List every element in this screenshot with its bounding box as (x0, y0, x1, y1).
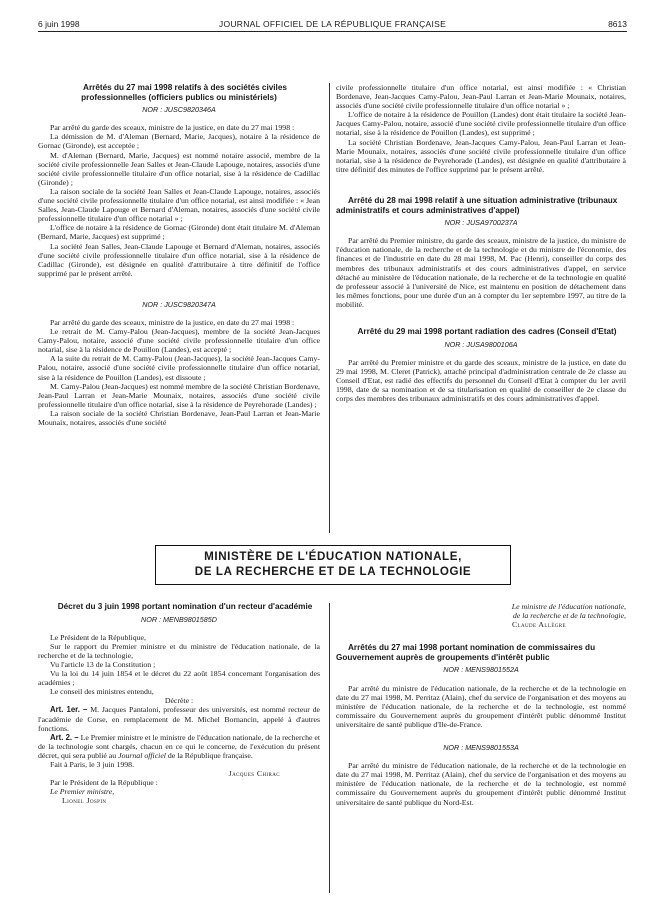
paragraph: Par le Président de la République : (50, 778, 158, 788)
section-title-societes: Arrêtés du 27 mai 1998 relatifs à des sociétés civiles professionnelles (officiers publics ou ministériels) (81, 83, 287, 102)
decrete-label: Décrète : (164, 696, 194, 706)
paragraph: Par arrêté du garde des sceaux, ministre de la justice, en date du 27 mai 1998 : (50, 317, 295, 327)
right-column-top (336, 83, 626, 403)
section-title-decret: Décret du 3 juin 1998 portant nomination d'un recteur d'académie (57, 602, 313, 611)
article-text: Le Premier ministre et le ministre de l'éducation nationale, de la recherche et de la technologie sont chargés, chacun en ce qui le concerne, de l'exécution du présent décret, qui sera publié au (38, 732, 321, 760)
article-text: de la République française. (167, 750, 253, 760)
header-rule (38, 31, 627, 32)
signer-role: Le ministre de l'éducation nationale, (511, 602, 626, 611)
column-divider-bottom (329, 603, 330, 893)
paragraph: Par arrêté du ministre de l'éducation nationale, de la recherche et de la technologie en date du 27 mai 1998, M. Perritaz (Alain), chef du service de l'organisation et des moyens au ministère de l'éducation nationale, de la recherche et de la technologie, est nommé commissaire du Gouvernement auprès du groupement d'intérêt public dénommé Institut universitaire de santé publique d'Ile-de-France. (336, 683, 626, 729)
article-2 (38, 733, 320, 760)
header-title: JOURNAL OFFICIEL DE LA RÉPUBLIQUE FRANÇAISE (218, 19, 447, 29)
paragraph: La raison sociale de la société Christian Bordenave, Jean-Paul Larran et Jean-Marie Mounaix, notaires, associés d'une société (38, 408, 320, 427)
paragraph: L'office de notaire à la résidence de Gornac (Gironde) dont était titulaire M. d'Aleman (Bernard, Marie, Jacques) est supprimé ; (38, 223, 320, 242)
signer-minister: Claude Allègre (511, 620, 566, 630)
paragraph: La raison sociale de la société Jean Salles et Jean-Claude Lapouge, notaires, associés d'une société civile professionnelle titulaire d'un office notarial, est ainsi modifiée : « Jean Salles, Jean-Claude Lapouge et Bernard d'Aleman, notaires, associés d'une société civile professionnelle titulaire d'un office notarial » ; (38, 186, 320, 224)
paragraph: Fait à Paris, le 3 juin 1998. (50, 760, 135, 769)
paragraph: Vu l'article 13 de la Constitution ; (50, 659, 156, 669)
nor-reference: NOR : JUSC9820346A (142, 105, 216, 115)
signer-role: Le Premier ministre, (50, 787, 115, 797)
article-label: Art. 1er. – (50, 705, 88, 715)
section-title-commissaires: Arrêtés du 27 mai 1998 portant nomination de commissaires du Gouvernement auprès de groupements d'intérêt public (336, 643, 596, 662)
paragraph: L'office de notaire à la résidence de Pouillon (Landes) dont était titulaire la société Jean-Jacques Camy-Palou, notaire, associé d'une société civile professionnelle titulaire d'un office notarial, sise à la résidence de Pouillon (Landes), est supprimé ; (336, 110, 626, 138)
section-title-situation: Arrêté du 28 mai 1998 relatif à une situation administrative (tribunaux administratifs et cours administratives d'appel) (336, 195, 618, 215)
paragraph: M. Camy-Palou (Jean-Jacques) est nommé membre de la société Christian Bordenave, Jean-Paul Larran et Jean-Marie Mounaix, notaires, associés d'une société civile professionnelle titulaire d'un office notarial, sise à la résidence de Peyrehorade (Landes) ; (38, 381, 320, 409)
paragraph: Le Président de la République, (50, 632, 146, 642)
paragraph: A la suite du retrait de M. Camy-Palou (Jean-Jacques), la société Jean-Jacques Camy-Palou, notaire, associé d'une société civile professionnelle titulaire d'un office notarial, sise à la résidence de Pouillon (Landes), est dissoute ; (38, 354, 320, 382)
signer-president: Jacques Chirac (228, 769, 280, 779)
paragraph: civile professionnelle titulaire d'un office notarial, est ainsi modifiée : « Christian Bordenave, Jean-Jacques Camy-Palou, Jean-Paul Larran et Jean-Marie Mounaix, notaires, associés d'une société civile professionnelle titulaire d'un office notarial » ; (336, 83, 626, 111)
paragraph: Par arrêté du Premier ministre et du garde des sceaux, ministre de la justice, en date du 29 mai 1998, M. Cleret (Patrick), attaché principal d'administration centrale de 2e classe au Conseil d'Etat, est radié des effectifs du personnel du Conseil d'Etat à compter du 1er avril 1998, date de sa nomination et de sa titularisation en qualité de conseiller de 2e classe du corps des membres des tribunaux administratifs et des cours administratives d'appel. (336, 357, 626, 404)
nor-reference: NOR : MENS9801553A (443, 743, 519, 753)
signer-pm: Lionel Jospin (62, 796, 107, 806)
article-text: M. Jacques Pantaloni, professeur des universités, est nommé recteur de l'académie de Corse, en remplacement de M. Michel Bornancin, appelé à d'autres fonctions. (38, 705, 321, 733)
header-page-number: 8613 (608, 19, 627, 29)
right-column-bottom (336, 602, 626, 807)
journal-name: Journal officiel (118, 750, 166, 760)
paragraph: Par arrêté du Premier ministre, du garde des sceaux, ministre de la justice, du ministre de l'éducation nationale, de la recherche et de la technologie et du ministre de l'économie, des finances et de l'industrie en date du 28 mai 1998, M. Pac (Henri), conseiller du corps des membres des tribunaux administratifs et des cours administratives d'appel, en service détaché au ministère de l'éducation nationale, de la recherche et de la technologie en qualité de professeur associé à l'université de Nice, est maintenu en position de détachement dans les mêmes fonctions, pour une durée d'un an à compter du 1er septembre 1997, au titre de la mobilité. (336, 236, 626, 309)
paragraph: Par arrêté du garde des sceaux, ministre de la justice, en date du 27 mai 1998 : (50, 123, 295, 133)
nor-reference: NOR : MENB9801585D (141, 614, 217, 624)
nor-reference: NOR : JUSA9700237A (444, 218, 518, 228)
paragraph: Le retrait de M. Camy-Palou (Jean-Jacques), membre de la société Jean-Jacques Camy-Palou, notaire, associé d'une société civile professionnelle titulaire d'un office notarial, sise à la résidence de Pouillon (Landes), est accepté ; (38, 327, 320, 355)
ministry-line-1: MINISTÈRE DE L'ÉDUCATION NATIONALE, (204, 550, 462, 563)
paragraph: Le conseil des ministres entendu, (50, 687, 154, 697)
nor-reference: NOR : JUSA9800106A (444, 339, 518, 349)
article-1 (38, 705, 320, 732)
left-column-bottom (38, 602, 320, 805)
paragraph: La société Christian Bordenave, Jean-Jacques Camy-Palou, Jean-Paul Larran et Jean-Marie Mounaix, notaires, associés d'une société civile professionnelle titulaire d'un office notarial, sise à la résidence de Peyrehorade (Landes), est désignée en qualité d'attributaire à titre définitif des minutes de l'office supprimé par le présent arrêté. (336, 137, 626, 174)
header-date: 6 juin 1998 (38, 19, 80, 29)
section-title-radiation: Arrêté du 29 mai 1998 portant radiation des cadres (Conseil d'Etat) (357, 326, 617, 336)
article-label: Art. 2. – (50, 732, 79, 742)
signer-role: de la recherche et de la technologie, (512, 611, 626, 621)
paragraph: Sur le rapport du Premier ministre et du ministre de l'éducation nationale, de la recherche et de la technologie, (38, 641, 320, 660)
nor-reference: NOR : JUSC9820347A (142, 299, 216, 309)
left-column-top (38, 83, 320, 427)
page-header (38, 17, 627, 31)
column-divider-top (329, 83, 330, 533)
ministry-banner (155, 545, 511, 585)
ministry-line-2: DE LA RECHERCHE ET DE LA TECHNOLOGIE (194, 564, 472, 578)
paragraph: La démission de M. d'Aleman (Bernard, Marie, Jacques), notaire à la résidence de Gornac (Gironde), est acceptée ; (38, 132, 320, 151)
paragraph: Vu la loi du 14 juin 1854 et le décret du 22 août 1854 concernant l'organisation des académies ; (38, 669, 320, 688)
paragraph: M. d'Aleman (Bernard, Marie, Jacques) est nommé notaire associé, membre de la société civile professionnelle Jean Salles et Jean-Claude Lapouge, notaires, associés d'une société civile professionnelle titulaire d'un office notarial, sise à la résidence de Cadillac (Gironde) ; (38, 150, 320, 187)
nor-reference: NOR : MENS9801552A (443, 665, 519, 675)
paragraph: Par arrêté du ministre de l'éducation nationale, de la recherche et de la technologie en date du 27 mai 1998, M. Perritaz (Alain), chef du service de l'organisation et des moyens au ministère de l'éducation nationale, de la recherche et de la technologie, est nommé commissaire du Gouvernement auprès du groupement d'intérêt public dénommé Institut universitaire de santé publique du Nord-Est. (336, 761, 626, 807)
paragraph: La société Jean Salles, Jean-Claude Lapouge et Bernard d'Aleman, notaires, associés d'une société civile professionnelle titulaire d'un office notarial, sise à la résidence de Cadillac (Gironde), est désignée en qualité d'attributaire à titre définitif de l'office supprimé par le présent arrêté. (38, 241, 320, 278)
